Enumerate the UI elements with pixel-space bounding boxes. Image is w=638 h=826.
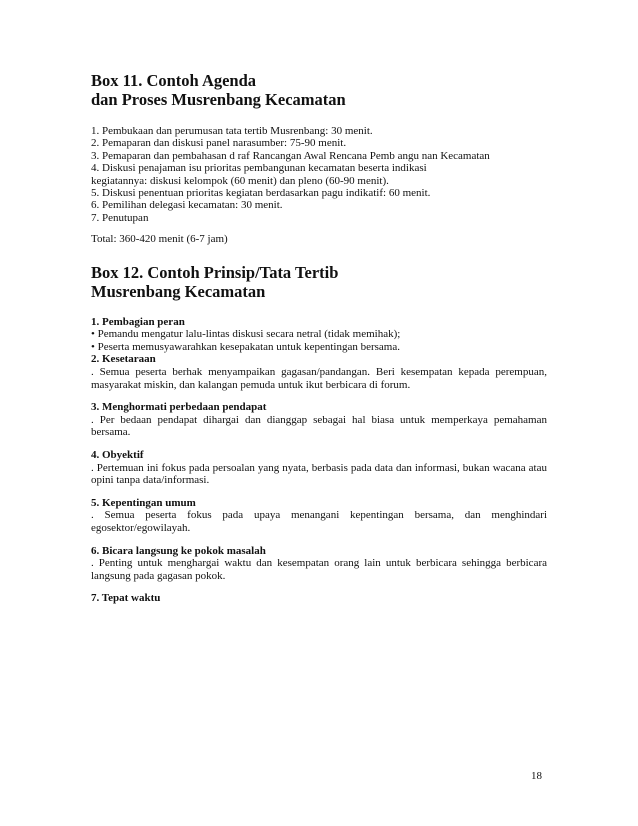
- box11-title-line2: dan Proses Musrenbang Kecamatan: [91, 90, 346, 109]
- principle-4-text: . Pertemuan ini fokus pada persoalan yang nyata, berbasis pada data dan informasi, bukan wacana atau opini tanpa data/informasi.: [91, 461, 547, 487]
- agenda-item-4-continued: kegiatannya: diskusi kelompok (60 menit) dan pleno (60-90 menit).: [91, 174, 389, 187]
- agenda-list: [91, 125, 547, 224]
- principle-2-text: . Semua peserta berhak menyampaikan gagasan/pandangan. Beri kesempatan kepada perempuan, masyarakat miskin, dan kalangan pemuda untuk ikut berbicara di forum.: [91, 366, 547, 391]
- principle-1-line-2: • Peserta memusyawarahkan kesepakatan untuk kepentingan bersama.: [91, 340, 400, 353]
- principle-5-text: . Semua peserta fokus pada upaya menangani kepentingan bersama, dan menghindari egosektor/egowilayah.: [91, 509, 547, 534]
- box12-title: [91, 263, 547, 301]
- principle-3-heading: 3. Menghormati perbedaan pendapat: [91, 401, 267, 414]
- principle-7-heading: 7. Tepat waktu: [91, 592, 161, 605]
- principle-1-line-1: • Pemandu mengatur lalu-lintas diskusi secara netral (tidak memihak);: [91, 328, 401, 341]
- principle-6-text: . Penting untuk menghargai waktu dan kesempatan orang lain untuk berbicara sehingga berbicara langsung pada gagasan pokok.: [91, 557, 547, 582]
- box12-title-line1: Box 12. Contoh Prinsip/Tata Tertib: [91, 262, 339, 282]
- box12-title-line2: Musrenbang Kecamatan: [91, 281, 266, 301]
- document-page: [91, 71, 547, 605]
- principle-5-heading: 5. Kepentingan umum: [91, 496, 196, 509]
- principles-list: [91, 316, 547, 605]
- principle-6-heading: 6. Bicara langsung ke pokok masalah: [91, 544, 266, 557]
- box11-title: [91, 71, 547, 109]
- agenda-item-4: 4. Diskusi penajaman isu prioritas pembangunan kecamatan beserta indikasi: [91, 162, 427, 175]
- agenda-item-7: 7. Penutupan: [91, 211, 149, 224]
- principle-3-text: . Per bedaan pendapat dihargai dan dianggap sebagai hal biasa untuk memperkaya pemahaman bersama.: [91, 413, 547, 439]
- agenda-total: Total: 360-420 menit (6-7 jam): [91, 233, 228, 246]
- page-number: 18: [531, 770, 542, 782]
- principle-2-heading: 2. Kesetaraan: [91, 353, 156, 366]
- principle-4-heading: 4. Obyektif: [91, 449, 144, 461]
- principle-1-heading: 1. Pembagian peran: [91, 315, 185, 328]
- agenda-item-6: 6. Pemilihan delegasi kecamatan: 30 menit.: [91, 199, 283, 212]
- agenda-item-3: 3. Pemaparan dan pembahasan d raf Rancangan Awal Rencana Pemb angu nan Kecamatan: [91, 149, 490, 162]
- agenda-item-2: 2. Pemaparan dan diskusi panel narasumber: 75-90 menit.: [91, 137, 347, 150]
- box11-title-line1: Box 11. Contoh Agenda: [91, 71, 257, 90]
- agenda-item-1: 1. Pembukaan dan perumusan tata tertib Musrenbang: 30 menit.: [91, 125, 373, 137]
- agenda-item-5: 5. Diskusi penentuan prioritas kegiatan berdasarkan pagu indikatif: 60 menit.: [91, 187, 431, 200]
